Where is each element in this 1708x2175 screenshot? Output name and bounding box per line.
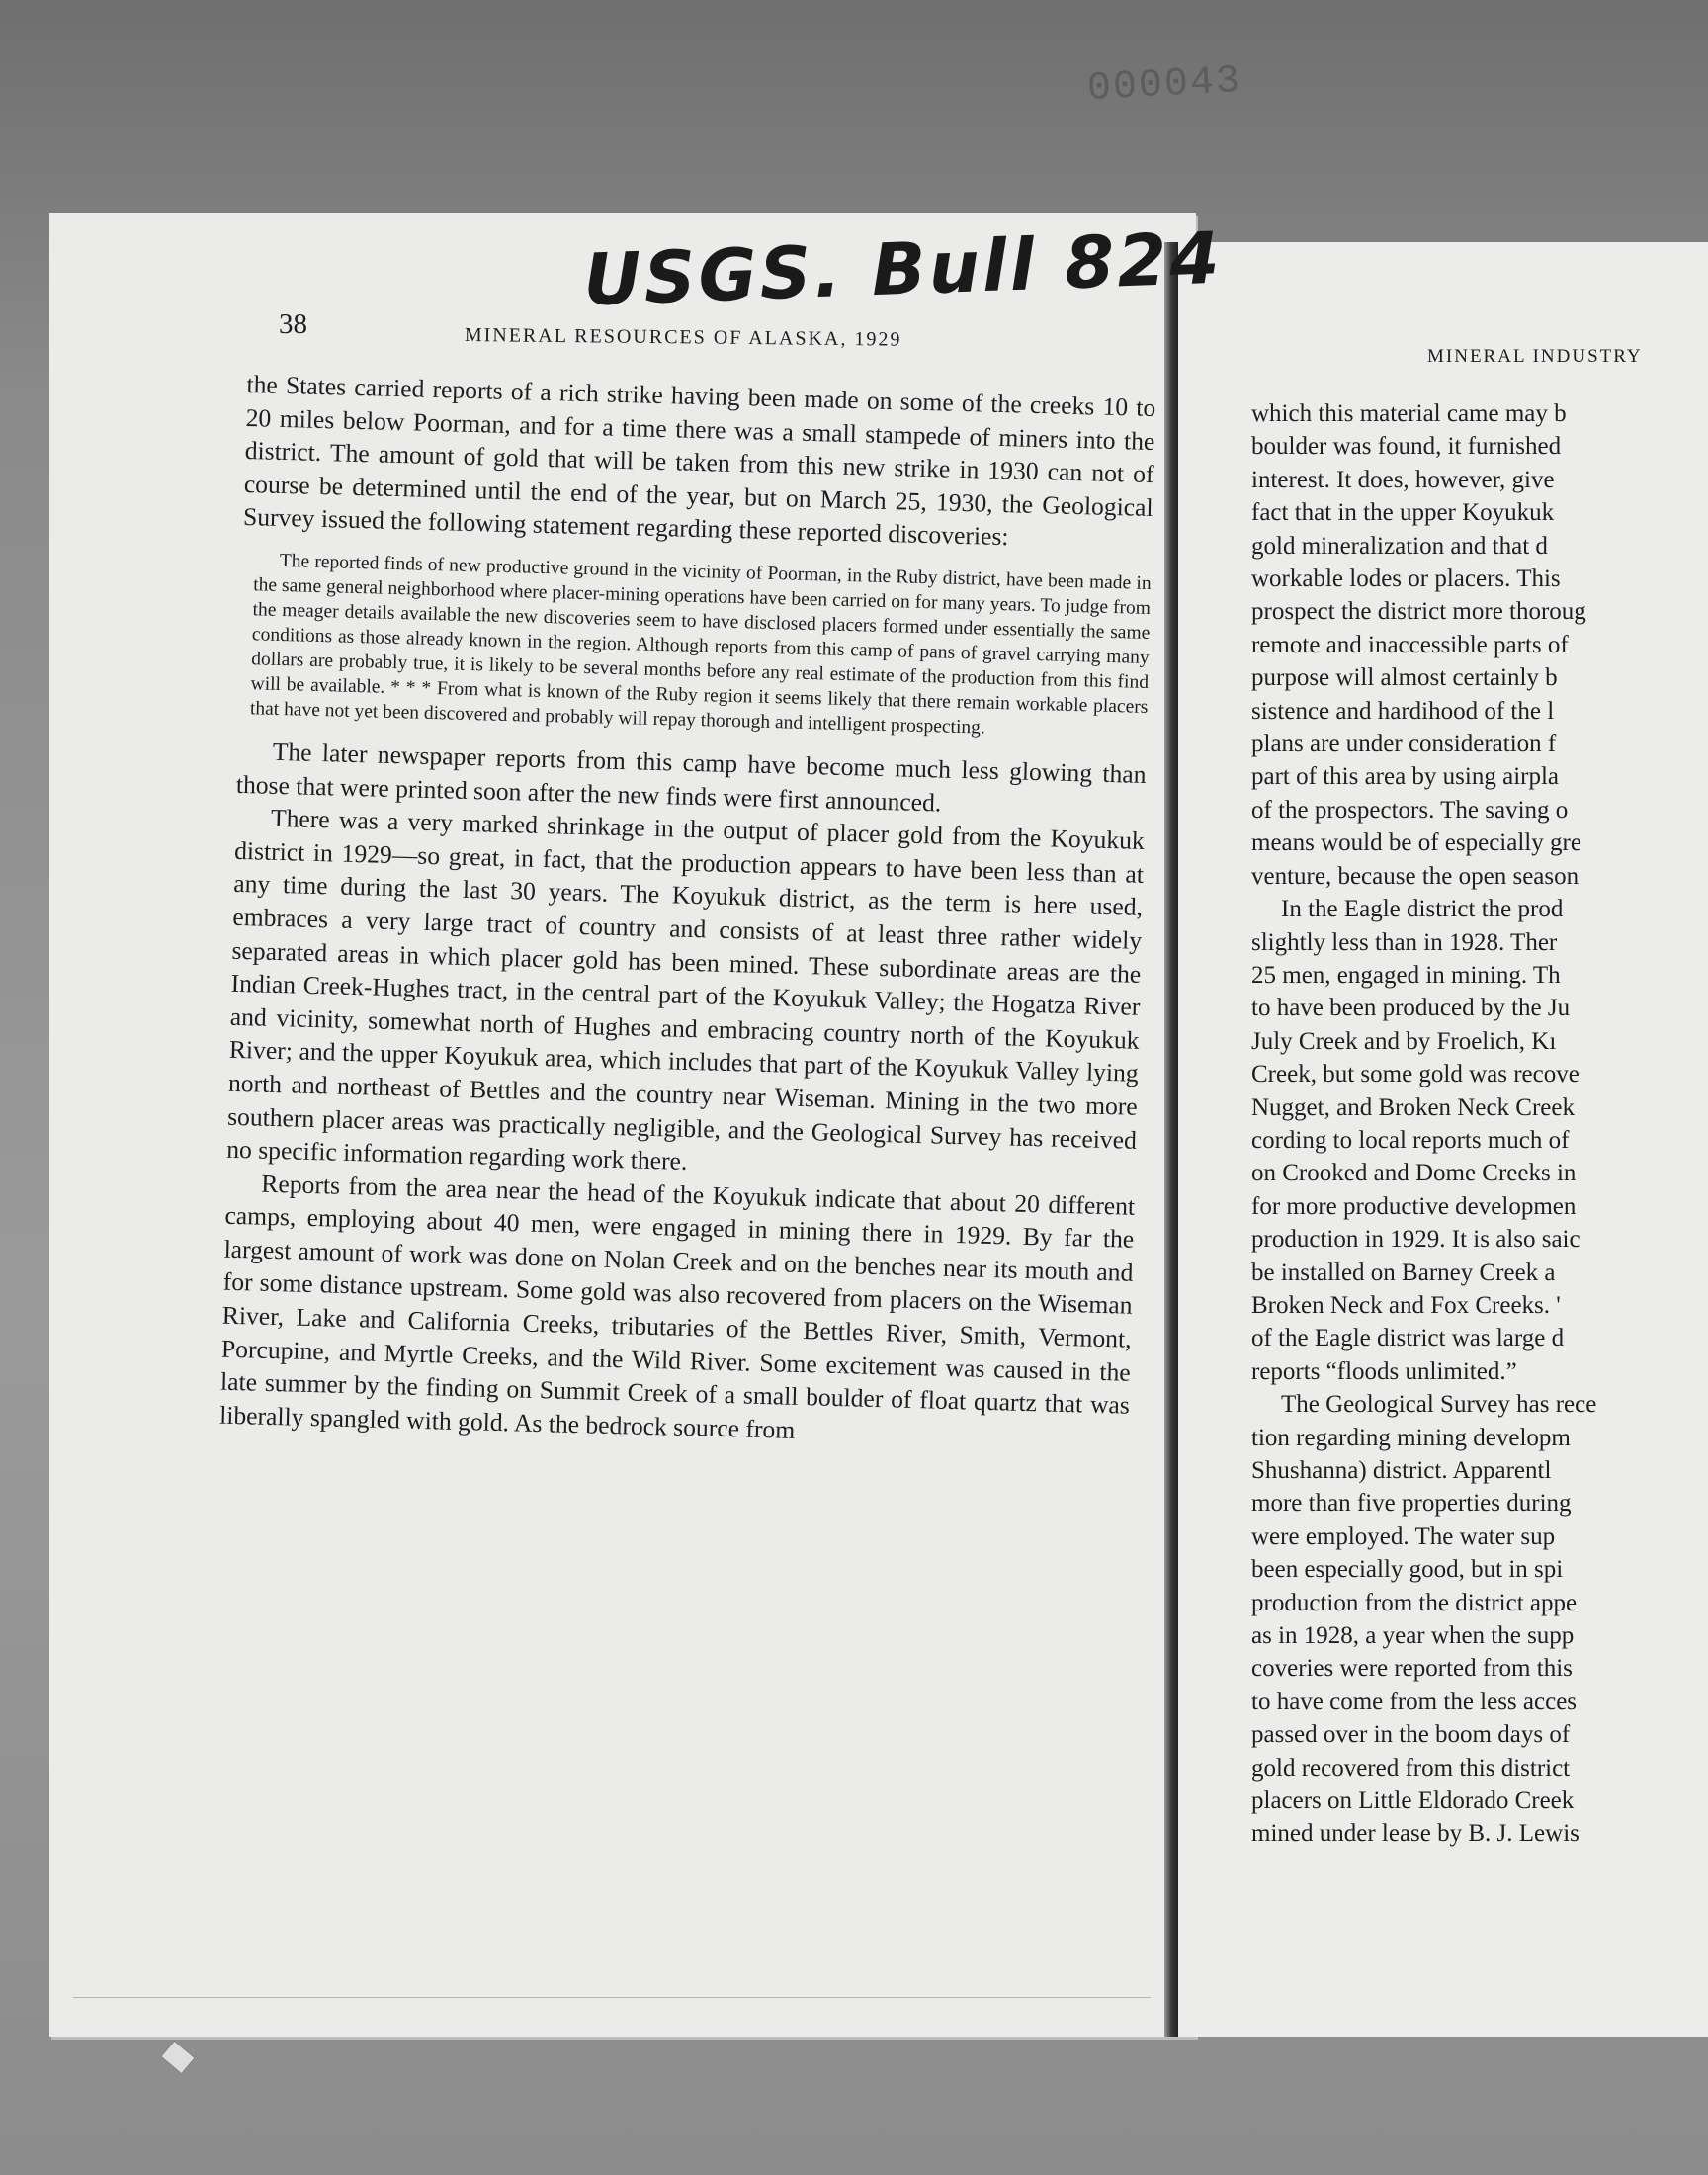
page-bottom-rule: [73, 1997, 1151, 1998]
text-line: coveries were reported from this: [1251, 1655, 1573, 1683]
text-line: venture, because the open season: [1251, 862, 1580, 890]
text-line: The Geological Survey has rece: [1281, 1391, 1597, 1419]
text-line: Shushanna) district. Apparentl: [1251, 1457, 1552, 1484]
paragraph: Reports from the area near the head of the Koyukuk indicate that about 20 different camps, employing about 40 men, were engaged in mining there in 1929. By far the largest amount of work was done on Nolan Creek and on the benches near its mouth and for some distance upstream. Some gold was also recovered from placers on the Wiseman River, Lake and California Creeks, tributaries of the Bettles River, Smith, Vermont, Porcupine, and Myrtle Creeks, and the Wild River. Some excitement was caused in the late summer by the finding on Summit Creek of a small boulder of float quartz that was liberally spangled with gold. As the bedrock source from: [218, 1169, 1136, 1444]
text-line: reports “floods unlimited.”: [1251, 1357, 1517, 1385]
text-line: Nugget, and Broken Neck Creek: [1251, 1093, 1575, 1121]
right-text-column: [1251, 397, 1676, 1851]
handwritten-title: USGS. Bull 824: [581, 216, 1224, 322]
text-line: as in 1928, a year when the supp: [1251, 1622, 1575, 1650]
text-line: gold recovered from this district: [1251, 1754, 1571, 1782]
book-gutter: [1164, 242, 1178, 2037]
text-line: been especially good, but in spi: [1251, 1556, 1564, 1584]
text-line: placers on Little Eldorado Creek: [1251, 1787, 1575, 1815]
quoted-statement: The reported finds of new productive ground in the vicinity of Poorman, in the Ruby district, have been made in the same general neighborhood where placer-mining operations have been carried on for many years. To judge from the meager details available the new discoveries seem to have disclosed placers formed under essentially the same conditions as those already known in the region. Although reports from this camp of pans of gravel carrying many dollars are probably true, it is likely to be several months before any real estimate of the production from this find will be available. * * * From what is known of the Ruby region it seems likely that there remain workable placers that have not yet been discovered and probably will repay thorough and intelligent prospecting.: [249, 550, 1152, 739]
text-line: production from the district appe: [1251, 1589, 1578, 1616]
text-line: Broken Neck and Fox Creeks. ': [1251, 1291, 1561, 1319]
text-line: be installed on Barney Creek a: [1251, 1259, 1556, 1286]
paragraph: The later newspaper reports from this camp have become much less glowing than those that were printed soon after the new finds were first announced.: [235, 737, 1147, 818]
paragraph: There was a very marked shrinkage in the output of placer gold from the Koyukuk district in 1929—so great, in fact, that the production appears to have been less than at any time during the last 30 years. The Koyukuk district, as the term is here used, embraces a very large tract of country and consists of at least three rather widely separated areas in which placer gold has been mined. These subordinate areas are the Indian Creek-Hughes tract, in the central part of the Koyukuk Valley; the Hogatza River and vicinity, somewhat north of Hughes and embracing country north of the Koyukuk River; and the upper Koyukuk area, which includes that part of the Koyukuk Valley lying north and northeast of Bettles and the country near Wiseman. Mining in the two more southern placer areas was practically negligible, and the Geological Survey has received no specific information regarding work there.: [225, 803, 1146, 1176]
scan-stamp: 000043: [1085, 58, 1243, 113]
text-line: part of this area by using airpla: [1251, 763, 1560, 791]
paragraph: the States carried reports of a rich strike having been made on some of the creeks 10 to 20 miles below Poorman, and for a time there was a small stampede of miners into the district. The amount of gold that will be taken from this new strike in 1930 can not of course be determined until the end of the year, but on March 25, 1930, the Geological Survey issued the following statement regarding these reported discoveries:: [242, 369, 1156, 552]
running-head: MINERAL RESOURCES OF ALASKA, 1929: [464, 324, 902, 351]
corner-mark: [160, 2041, 196, 2075]
text-line: interest. It does, however, give: [1251, 466, 1555, 493]
text-line: gold mineralization and that d: [1251, 532, 1548, 560]
text-line: production in 1929. It is also saic: [1251, 1226, 1580, 1254]
text-line: tion regarding mining developm: [1251, 1424, 1571, 1451]
text-line: remote and inaccessible parts of: [1251, 631, 1569, 658]
text-line: slightly less than in 1928. Ther: [1251, 928, 1558, 956]
text-line: to have been produced by the Ju: [1251, 995, 1571, 1022]
page-number: 38: [279, 308, 307, 340]
text-line: which this material came may b: [1251, 400, 1567, 427]
text-line: cording to local reports much of: [1251, 1126, 1570, 1154]
text-line: In the Eagle district the prod: [1281, 896, 1564, 923]
text-line: means would be of especially gre: [1251, 829, 1581, 857]
text-line: were employed. The water sup: [1251, 1522, 1556, 1550]
text-line: Creek, but some gold was recove: [1251, 1061, 1580, 1088]
text-line: of the Eagle district was large d: [1251, 1325, 1565, 1352]
text-line: July Creek and by Froelich, Kı: [1251, 1027, 1557, 1055]
text-line: to have come from the less acces: [1251, 1688, 1578, 1715]
text-line: plans are under consideration f: [1251, 731, 1557, 758]
text-line: of the prospectors. The saving o: [1251, 796, 1569, 824]
text-line: prospect the district more thoroug: [1251, 598, 1586, 626]
text-line: passed over in the boom days of: [1251, 1721, 1571, 1749]
text-line: mined under lease by B. J. Lewis: [1251, 1820, 1580, 1848]
right-running-head: MINERAL INDUSTRY: [1427, 346, 1643, 367]
left-text-block: [219, 368, 1156, 1455]
text-line: for more productive developmen: [1251, 1192, 1577, 1220]
text-line: sistence and hardihood of the l: [1251, 697, 1555, 725]
text-line: boulder was found, it furnished: [1251, 433, 1562, 461]
text-line: workable lodes or placers. This: [1251, 566, 1561, 593]
text-line: on Crooked and Dome Creeks in: [1251, 1160, 1577, 1187]
text-line: 25 men, engaged in mining. Th: [1251, 961, 1561, 989]
text-line: fact that in the upper Koyukuk: [1251, 499, 1555, 527]
text-line: purpose will almost certainly b: [1251, 664, 1558, 692]
text-line: more than five properties during: [1251, 1490, 1572, 1518]
